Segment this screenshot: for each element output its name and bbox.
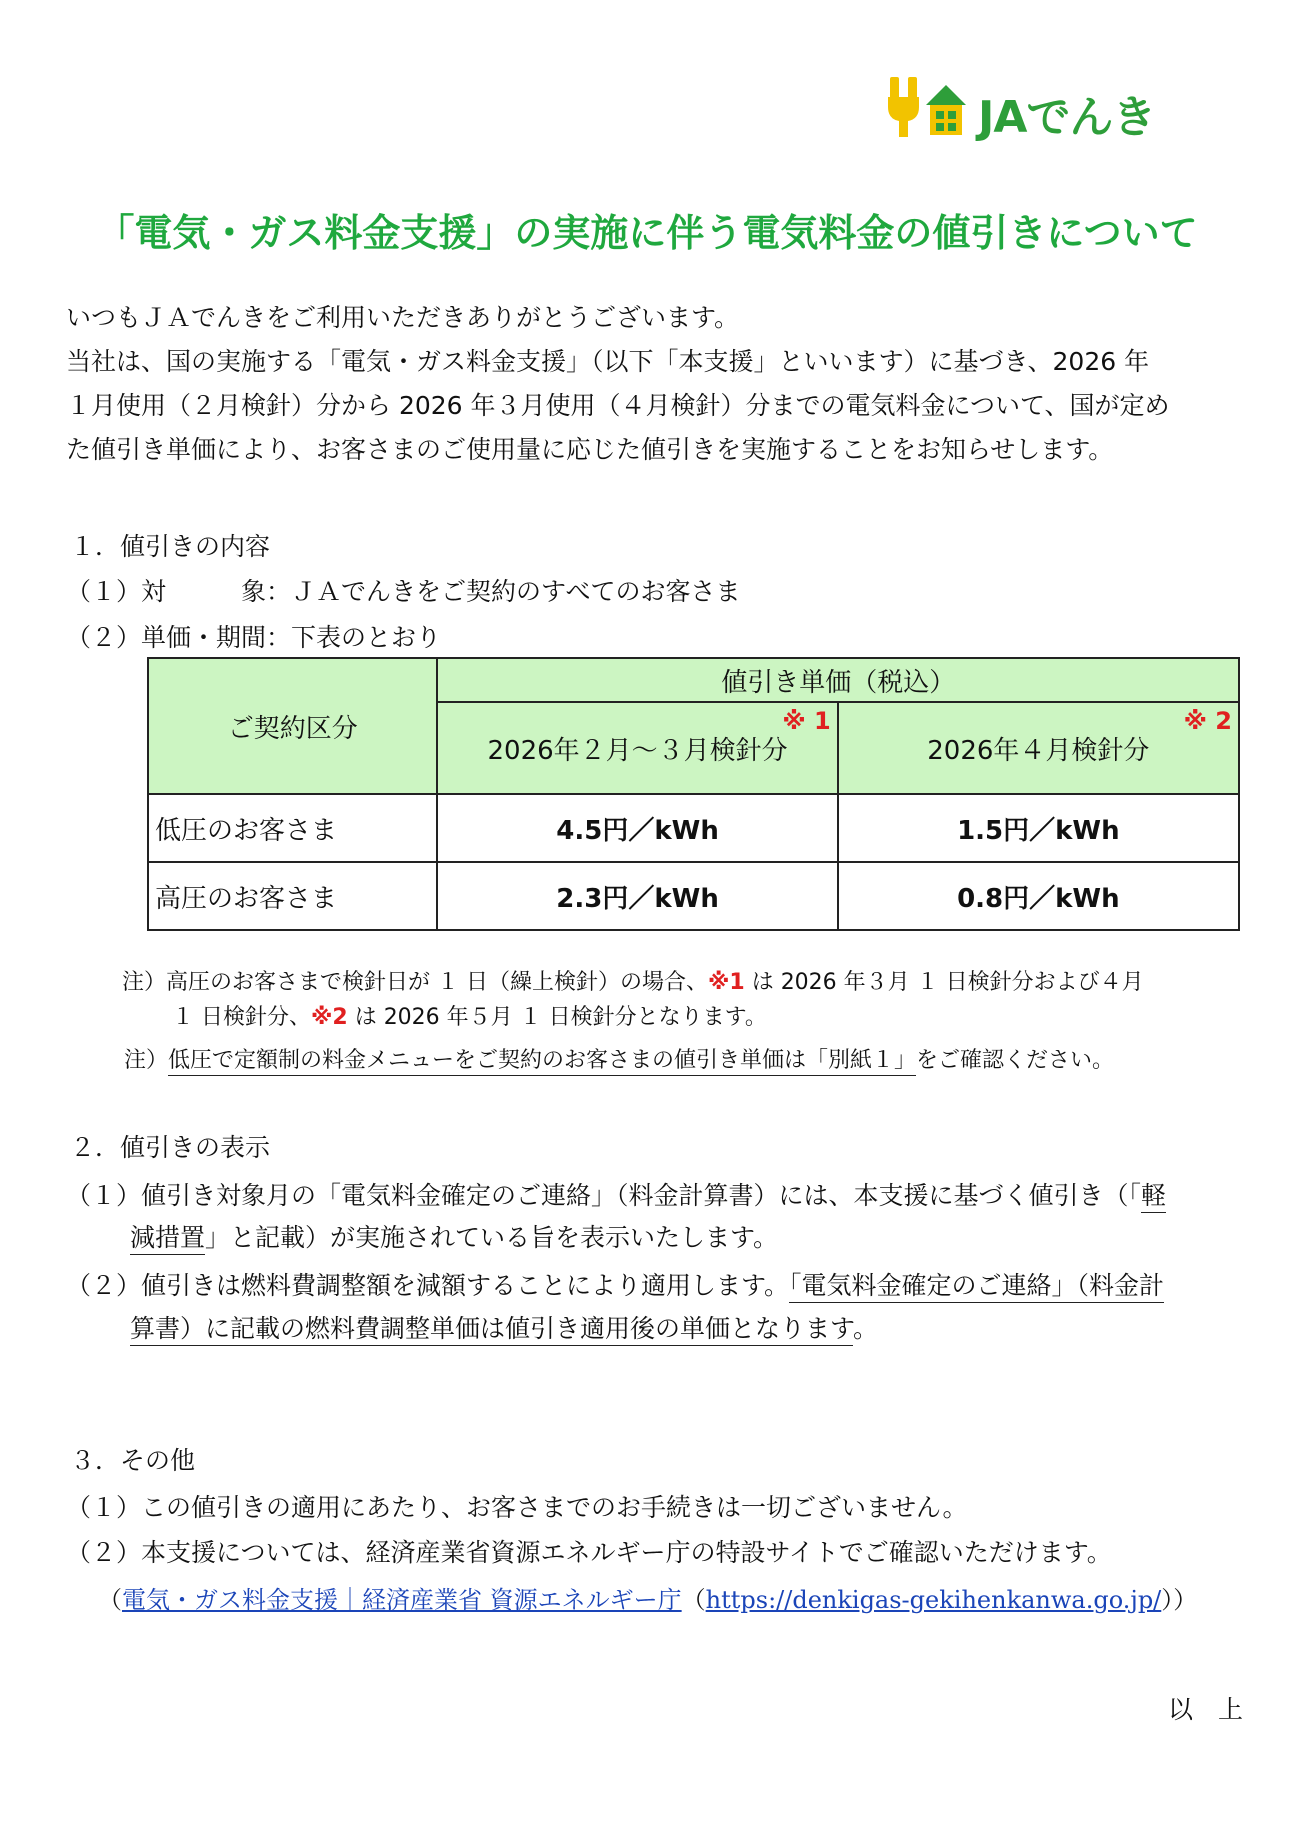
col1-label: 2026年２月～３月検針分 (487, 735, 788, 766)
item-underlined: 軽 (1141, 1181, 1166, 1213)
price-table (147, 657, 1240, 931)
intro-line: １月使用（２月検針）分から 2026 年３月使用（４月検針）分までの電気料金について、国が定め (66, 391, 1170, 420)
intro-paragraph (66, 296, 1266, 472)
note-1-line2 (172, 1000, 767, 1031)
item-text: （２）値引きは燃料費調整額を減額することにより適用します。 (66, 1271, 790, 1300)
support-url-link[interactable]: https://denkigas-gekihenkanwa.go.jp/ (705, 1586, 1162, 1614)
section1-heading: １．値引きの内容 (70, 532, 271, 561)
item-label: （１）対 象： (66, 577, 292, 606)
row-value-col1: 2.3円／kWh (437, 862, 837, 930)
col2-label: 2026年４月検針分 (927, 735, 1150, 766)
note-suffix: をご確認ください。 (916, 1048, 1115, 1073)
section2-item1-line1 (66, 1176, 1166, 1212)
item-text: 。 (853, 1314, 879, 1343)
intro-line: いつもＪＡでんきをご利用いただきありがとうございます。 (66, 303, 740, 332)
note-prefix: 注） (124, 1048, 169, 1073)
plug-house-icon (886, 75, 976, 141)
row-value-col2: 0.8円／kWh (838, 862, 1239, 930)
row-label: 高圧のお客さま (148, 862, 437, 930)
item-underlined: 減措置 (130, 1223, 205, 1255)
note-text: １ 日検針分、 (172, 1005, 311, 1030)
section3-item2: （２）本支援については、経済産業省資源エネルギー庁の特設サイトでご確認いただけます。 (66, 1538, 1112, 1567)
note-2 (124, 1043, 1114, 1074)
item-text: ＪＡでんきをご契約のすべてのお客さま (291, 577, 741, 606)
note-text: 注）高圧のお客さまで検針日が １ 日（繰上検針）の場合、 (122, 970, 708, 995)
row-value-col2: 1.5円／kWh (838, 794, 1239, 862)
support-site-link[interactable]: 電気・ガス料金支援｜経済産業省 資源エネルギー庁 (122, 1586, 682, 1614)
row-value-col1: 4.5円／kWh (437, 794, 837, 862)
item-text: （１）値引き対象月の「電気料金確定のご連絡」（料金計算書）には、本支援に基づく値引き（「 (66, 1181, 1142, 1210)
intro-line: た値引き単価により、お客さまのご使用量に応じた値引きを実施することをお知らせします。 (66, 435, 1114, 464)
item-underlined: 「電気料金確定のご連絡」（料金計 (789, 1271, 1164, 1303)
section2-item2-line2 (130, 1309, 878, 1345)
header-category: ご契約区分 (148, 658, 437, 794)
section1-item2 (66, 618, 441, 654)
table-row (148, 794, 1239, 862)
item-text: 」と記載）が実施されている旨を表示いたします。 (205, 1223, 779, 1252)
closing-text: 以 上 (1168, 1695, 1244, 1724)
header-col1 (437, 702, 837, 794)
section3-item1: （１）この値引きの適用にあたり、お客さまでのお手続きは一切ございません。 (66, 1493, 968, 1522)
note-text: は 2026 年５月 １ 日検針分となります。 (347, 1005, 767, 1030)
section2-item1-line2 (130, 1218, 778, 1254)
item-text: 下表のとおり (291, 623, 442, 652)
note-underlined: 低圧で定額制の料金メニューをご契約のお客さまの値引き単価は「別紙１」 (168, 1048, 916, 1076)
page-title: 「電気・ガス料金支援」の実施に伴う電気料金の値引きについて (96, 211, 1198, 255)
section1-item1 (66, 572, 741, 608)
note-mark: ※2 (311, 1005, 348, 1030)
intro-line: 当社は、国の実施する「電気・ガス料金支援」（以下「本支援」といいます）に基づき、2026 年 (66, 347, 1150, 376)
table-row (148, 862, 1239, 930)
row-label: 低圧のお客さま (148, 794, 437, 862)
section3-heading: ３．その他 (70, 1446, 196, 1475)
note-mark: ※1 (708, 970, 745, 995)
header-col2 (838, 702, 1239, 794)
paren: （ (98, 1586, 122, 1614)
section2-item2-line1 (66, 1266, 1164, 1302)
item-label: （２）単価・期間： (66, 623, 292, 652)
paren: （ (681, 1586, 706, 1614)
footnote-mark-1: ※ 1 (782, 707, 831, 735)
section3-link-line (98, 1580, 1197, 1615)
footnote-mark-2: ※ 2 (1183, 707, 1232, 735)
note-text: は 2026 年３月 １ 日検針分および４月 (744, 970, 1144, 995)
section2-heading: ２．値引きの表示 (70, 1133, 271, 1162)
header-price: 値引き単価（税込） (437, 658, 1239, 702)
logo-text: JAでんき (978, 92, 1156, 143)
note-1-line1 (122, 965, 1144, 996)
item-underlined: 算書）に記載の燃料費調整単価は値引き適用後の単価となります (130, 1314, 853, 1346)
paren: ）） (1161, 1586, 1198, 1614)
ja-denki-logo (886, 75, 1186, 141)
